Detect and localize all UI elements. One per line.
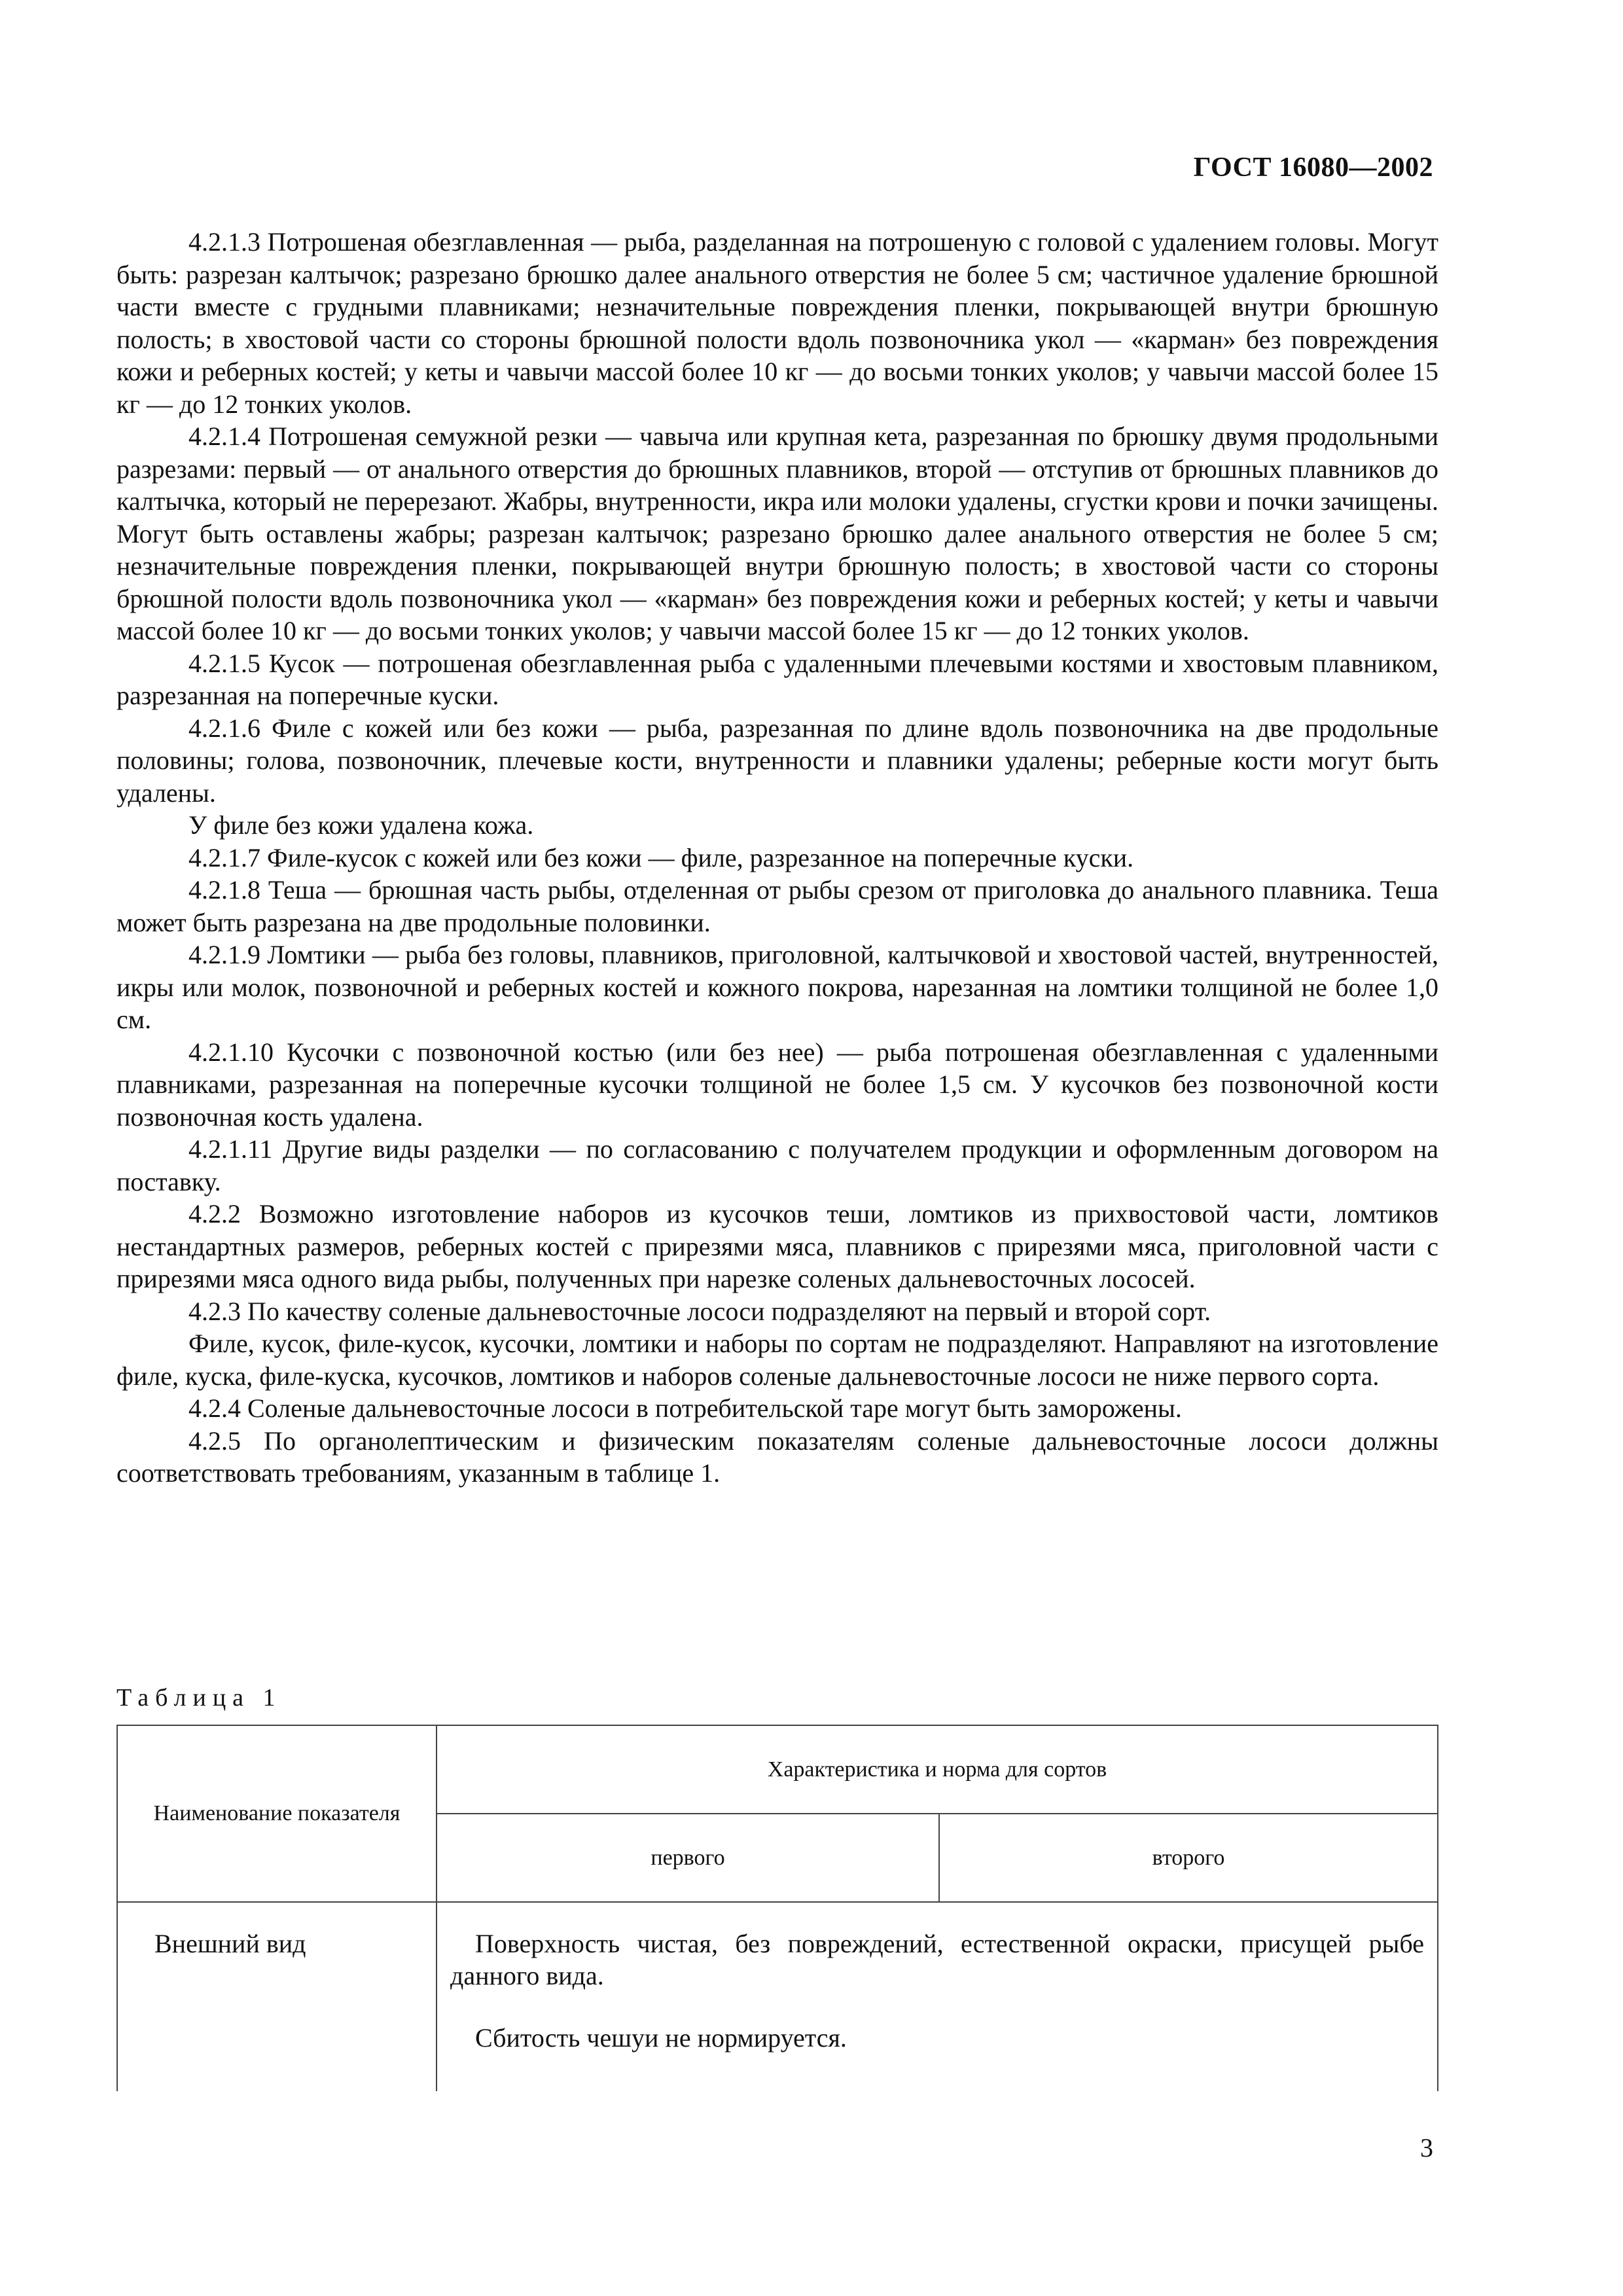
row-characteristics (437, 1902, 1438, 2091)
paragraph-4-2-1-9: 4.2.1.9 Ломтики — рыба без головы, плавников, приголовной, калтычковой и хвостовой частей, внутренностей, икры или молок, позвоночной и реберных костей и кожного покрова, нарезанная на ломтики толщиной не более 1,0 см. (116, 940, 1438, 1034)
paragraph-4-2-1-11: 4.2.1.11 Другие виды разделки — по согласованию с получателем продукции и оформленным договором на поставку. (116, 1134, 1438, 1196)
paragraph-4-2-4: 4.2.4 Соленые дальневосточные лососи в потребительской таре могут быть заморожены. (188, 1393, 1182, 1423)
paragraph-4-2-2: 4.2.2 Возможно изготовление наборов из кусочков теши, ломтиков из прихвостовой части, ломтиков нестандартных размеров, реберных костей с прирезями мяса, плавников с прирезями мяса, приголовной части с прирезями мяса одного вида рыбы, полученных при нарезке соленых дальневосточных лососей. (116, 1199, 1438, 1293)
paragraph-4-2-1-6: 4.2.1.6 Филе с кожей или без кожи — рыба, разрезанная по длине вдоль позвоночника на две продольные половины; голова, позвоночник, плечевые кости, внутренности и плавники удалены; реберные кости могут быть удалены. (116, 713, 1438, 808)
paragraph-grades-note: Филе, кусок, филе-кусок, кусочки, ломтики и наборы по сортам не подразделяют. Направляют на изготовление филе, куска, филе-куска, кусочков, ломтиков и наборов соленые дальневосточные лососи не ниже первого сорта. (116, 1329, 1438, 1391)
paragraph-4-2-5: 4.2.5 По органолептическим и физическим показателям соленые дальневосточные лососи должны соответствовать требованиям, указанным в таблице 1. (116, 1426, 1438, 1488)
table-header-row (117, 1725, 1438, 1814)
document-code-header: ГОСТ 16080—2002 (1193, 152, 1433, 183)
paragraph-4-2-1-7: 4.2.1.7 Филе-кусок с кожей или без кожи — филе, разрезанное на поперечные куски. (188, 842, 1134, 872)
paragraph-4-2-1-4: 4.2.1.4 Потрошеная семужной резки — чавыча или крупная кета, разрезанная по брюшку двумя продольными разрезами: первый — от анального отверстия до брюшных плавников, второй — отступив от брюшных плавников до калтычка, который не перерезают. Жабры, внутренности, икра или молоки удалены, сгустки крови и почки зачищены. Могут быть оставлены жабры; разрезан калтычок; разрезано брюшко далее анального отверстия не более 5 см; незначительные повреждения пленки, покрывающей внутри брюшную полость; в хвостовой части со стороны брюшной полости вдоль позвоночника укол — «карман» без повреждения кожи и реберных костей; у кеты и чавычи массой более 10 кг — до восьми тонких уколов; у чавычи массой более 15 кг — до 12 тонких уколов. (116, 422, 1438, 645)
requirements-table (116, 1725, 1438, 2091)
header-indicator-name: Наименование показателя (117, 1725, 437, 1902)
header-first-grade: первого (437, 1814, 939, 1902)
paragraph-4-2-1-8: 4.2.1.8 Теша — брюшная часть рыбы, отделенная от рыбы срезом от приголовка до анального плавника. Теша может быть разрезана на две продольные половинки. (116, 875, 1438, 937)
page-number: 3 (1420, 2133, 1433, 2162)
table-row (117, 1902, 1438, 2091)
row-characteristic-surface: Поверхность чистая, без повреждений, естественной окраски, присущей рыбе данного вида. (450, 1929, 1424, 1990)
table-caption: Таблица 1 (116, 1684, 282, 1712)
paragraph-4-2-3: 4.2.3 По качеству соленые дальневосточные лососи подразделяют на первый и второй сорт. (188, 1296, 1211, 1326)
header-grade-group: Характеристика и норма для сортов (437, 1725, 1438, 1814)
paragraph-fillet-skinless: У филе без кожи удалена кожа. (188, 810, 534, 840)
paragraph-4-2-1-5: 4.2.1.5 Кусок — потрошеная обезглавленная рыба с удаленными плечевыми костями и хвостовым плавником, разрезанная на поперечные куски. (116, 648, 1438, 710)
row-indicator-name: Внешний вид (117, 1902, 437, 2091)
paragraph-4-2-1-3: 4.2.1.3 Потрошеная обезглавленная — рыба, разделанная на потрошеную с головой с удалением головы. Могут быть: разрезан калтычок; разрезано брюшко далее анального отверстия не более 5 см; частичное удаление брюшной части вместе с грудными плавниками; незначительные повреждения пленки, покрывающей внутри брюшную полость; в хвостовой части со стороны брюшной полости вдоль позвоночника укол — «карман» без повреждения кожи и реберных костей; у кеты и чавычи массой более 10 кг — до восьми тонких уколов; у чавычи массой более 15 кг — до 12 тонких уколов. (116, 227, 1438, 419)
row-characteristic-scales: Сбитость чешуи не нормируется. (475, 2023, 847, 2053)
header-second-grade: второго (939, 1814, 1438, 1902)
document-body (116, 226, 1438, 1490)
paragraph-4-2-1-10: 4.2.1.10 Кусочки с позвоночной костью (или без нее) — рыба потрошеная обезглавленная с удаленными плавниками, разрезанная на поперечные кусочки толщиной не более 1,5 см. У кусочков без позвоночной кости позвоночная кость удалена. (116, 1037, 1438, 1132)
